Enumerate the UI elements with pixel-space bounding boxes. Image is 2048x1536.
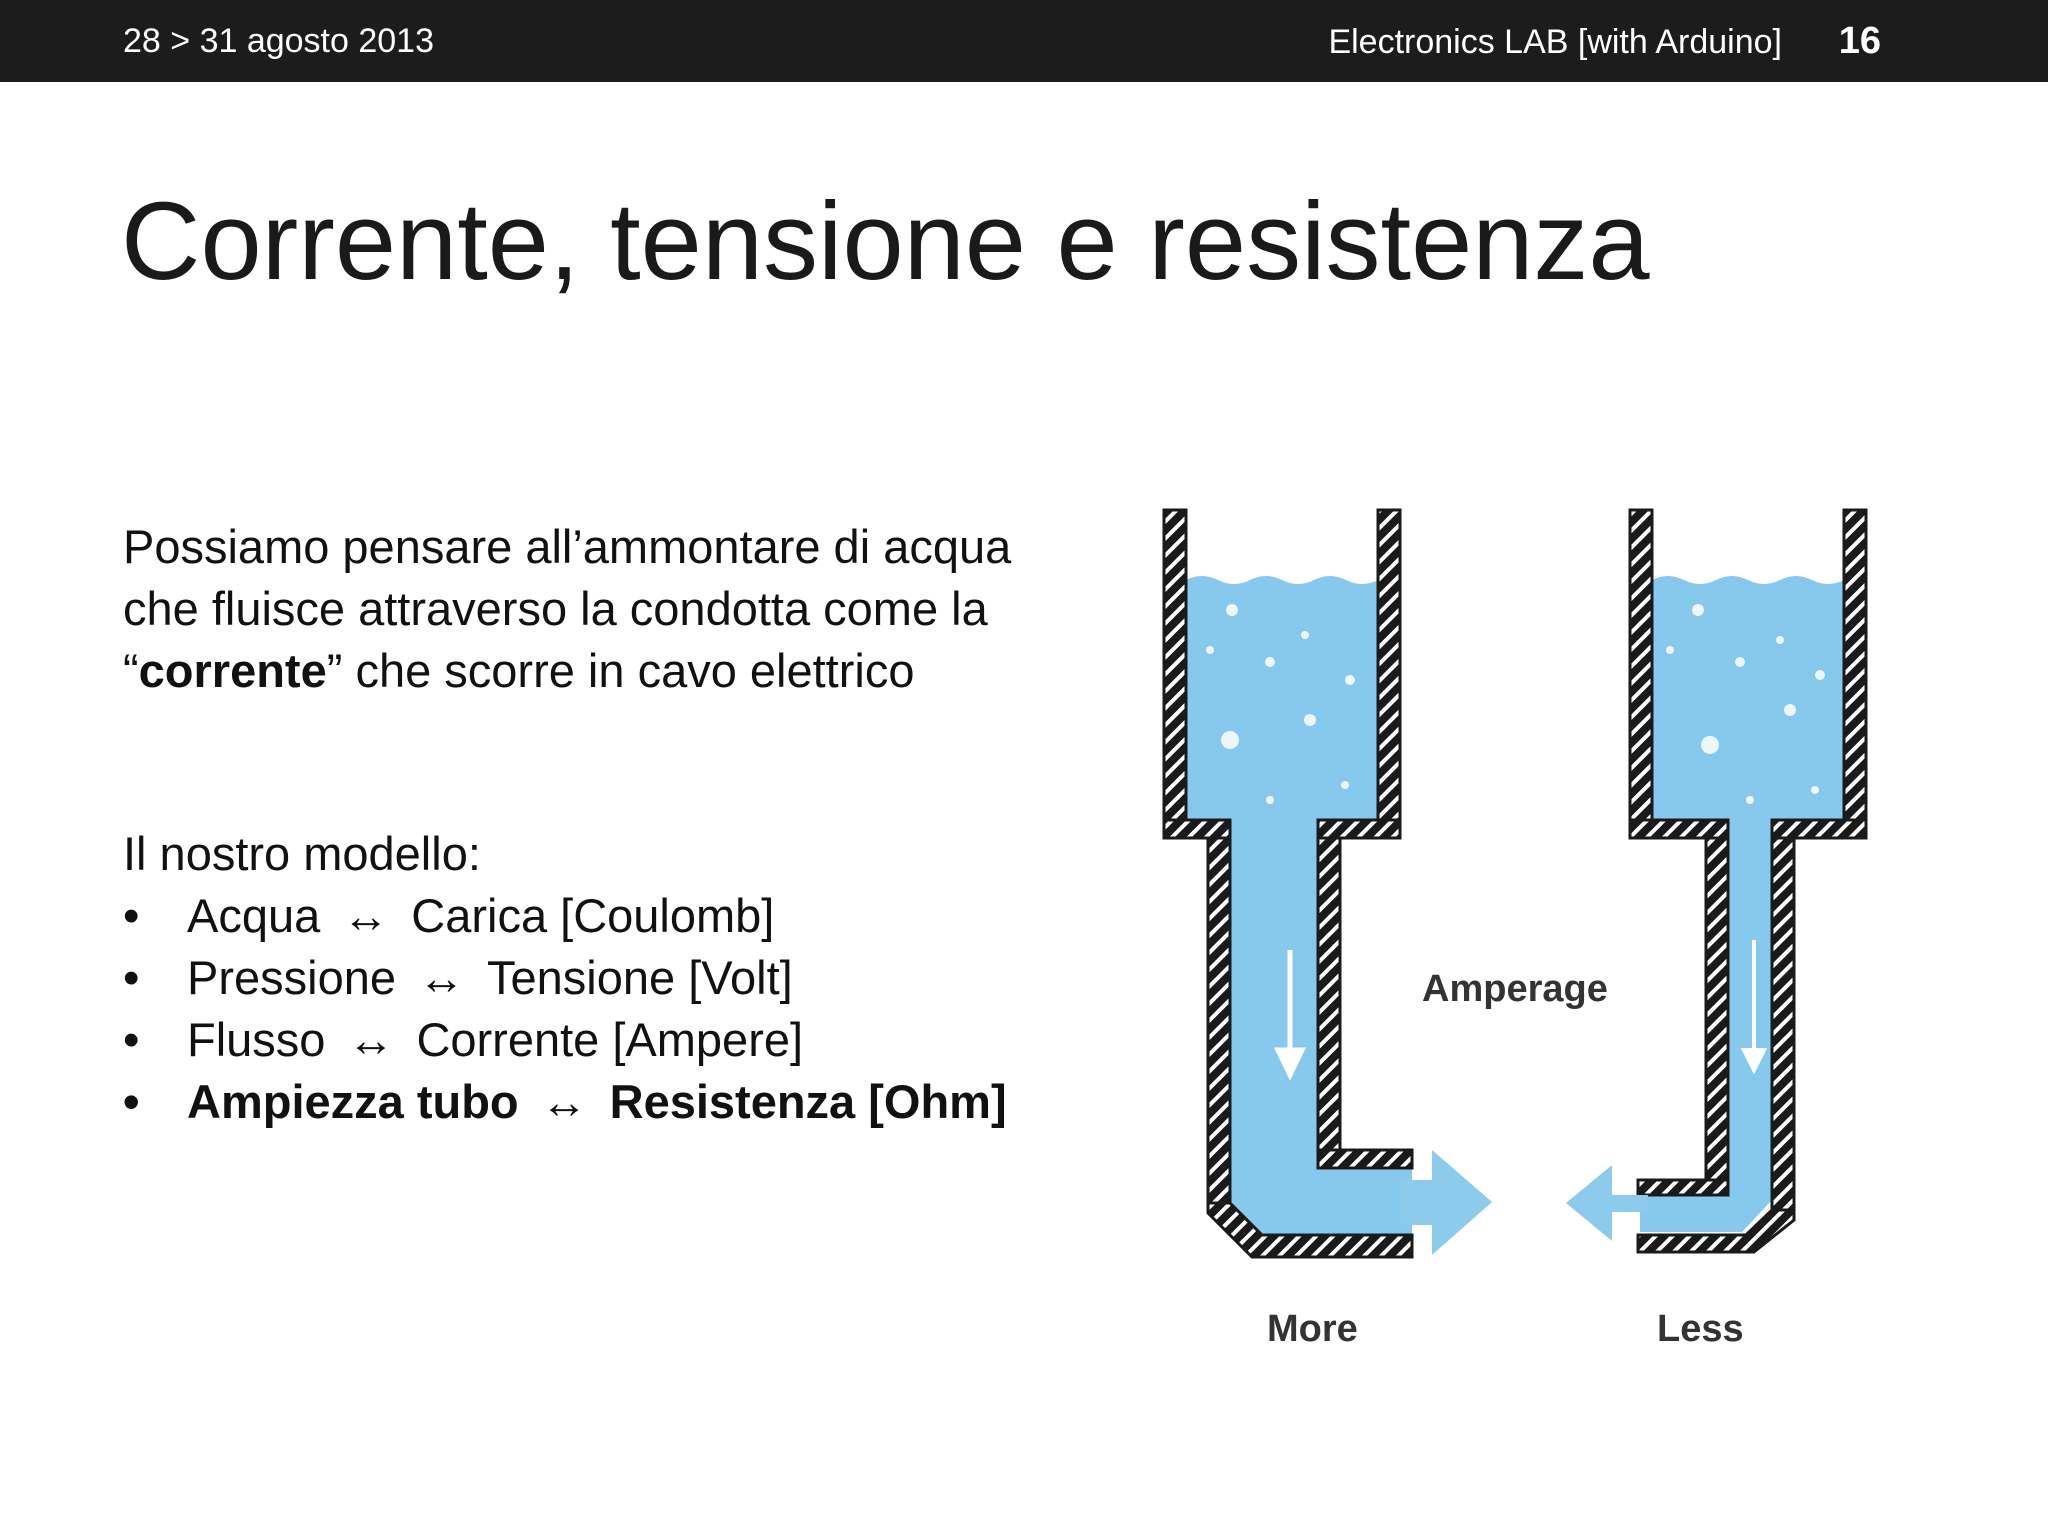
item-right: Resistenza [Ohm] [609,1075,1007,1128]
model-label: Il nostro modello: [123,827,481,880]
water-pipe-diagram [1150,500,1900,1370]
paragraph-line-3 [123,640,1123,702]
paragraph-line-1: Possiamo pensare all’ammontare di acqua [123,520,1012,573]
item-left: Ampiezza tubo [187,1075,519,1128]
right-water [1640,576,1844,1232]
item-left: Acqua [187,889,321,942]
item-right: Corrente [Ampere] [416,1013,804,1066]
intro-paragraph [123,516,1123,702]
amperage-label: Amperage [1422,968,1608,1010]
emphasis-corrente: corrente [138,644,327,697]
double-arrow-icon: ↔ [418,951,465,1004]
model-list [123,885,1007,1133]
item-left: Pressione [187,951,396,1004]
header-bar [0,0,2048,82]
left-outflow-arrow [1400,1150,1492,1255]
page-number: 16 [1838,20,1881,62]
item-right: Tensione [Volt] [487,951,793,1004]
quote-close: ” [326,644,343,697]
double-arrow-icon: ↔ [347,1013,395,1066]
bullet: • [123,951,140,1004]
item-left: Flusso [187,1013,326,1066]
more-label: More [1267,1308,1358,1350]
list-item [123,885,1007,947]
list-item [123,1071,1007,1133]
paragraph-line-3-rest: che scorre in cavo elettrico [342,644,915,697]
list-item [123,1009,1007,1071]
slide-title: Corrente, tensione e resistenza [121,180,1650,303]
less-label: Less [1657,1308,1744,1350]
double-arrow-icon: ↔ [540,1075,588,1128]
double-arrow-icon: ↔ [342,889,390,942]
header-date: 28 > 31 agosto 2013 [123,22,434,60]
paragraph-line-2: che fluisce attraverso la condotta come la [123,582,988,635]
header-course-title: Electronics LAB [with Arduino] [1328,23,1782,61]
bullet: • [123,1075,140,1128]
bullet: • [123,889,140,942]
water-pipe-illustration [1150,500,1900,1370]
list-item [123,947,1007,1009]
bullet: • [123,1013,140,1066]
item-right: Carica [Coulomb] [411,889,775,942]
right-outflow-arrow [1566,1165,1648,1241]
quote-open: “ [123,644,139,697]
